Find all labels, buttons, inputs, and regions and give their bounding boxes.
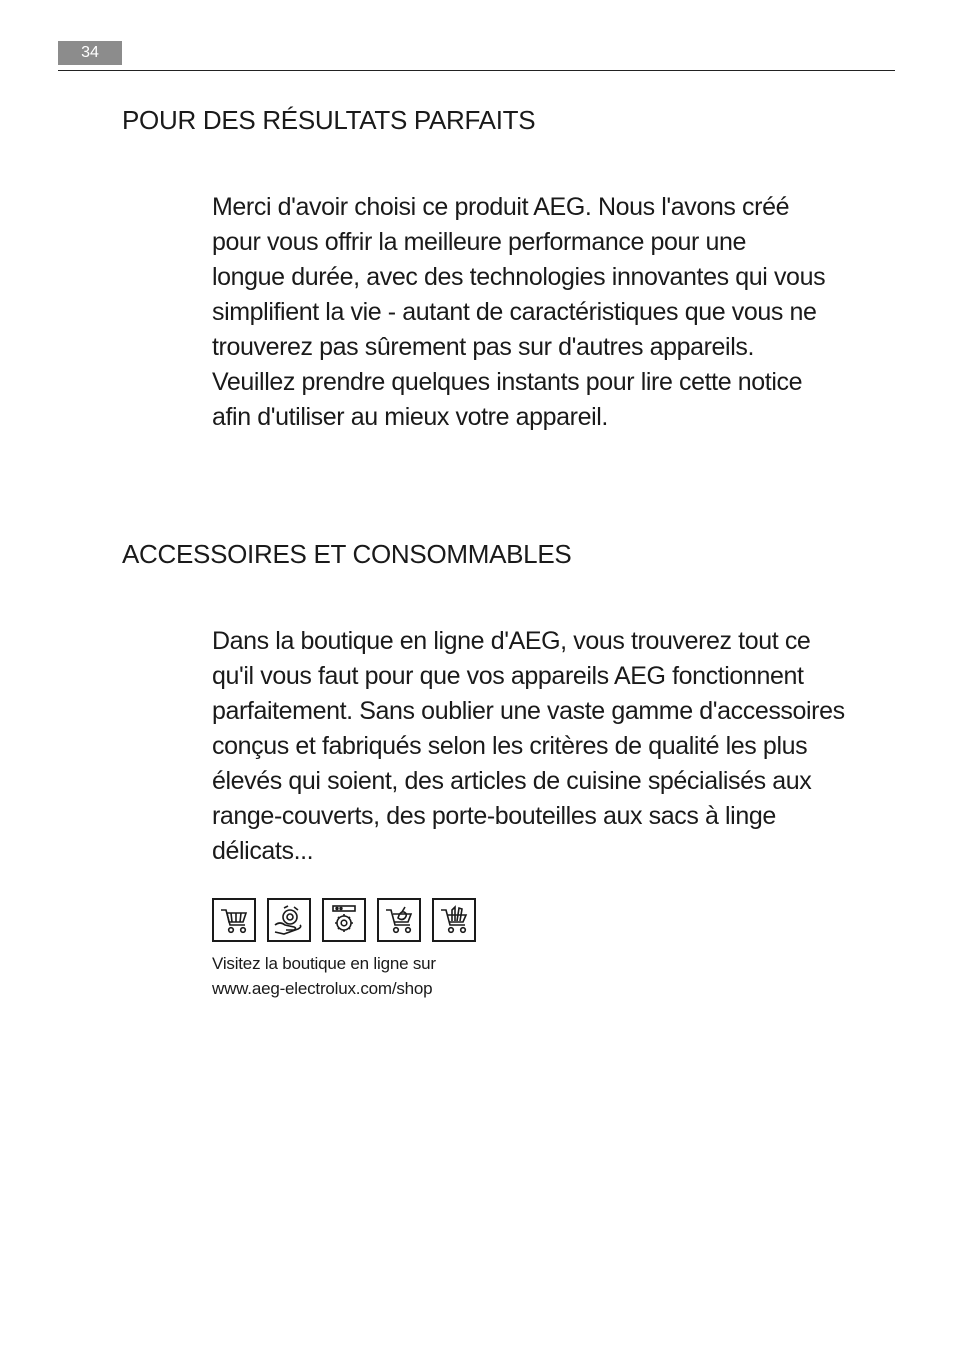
body-line: parfaitement. Sans oublier une vaste gamme d'accessoires [212, 697, 845, 725]
cart-accessories-icon [377, 898, 421, 942]
body-line: qu'il vous faut pour que vos appareils AEG fonctionnent [212, 662, 804, 690]
body-line: délicats... [212, 837, 314, 865]
cart-consumables-icon [432, 898, 476, 942]
body-line: longue durée, avec des technologies innovantes qui vous [212, 263, 826, 291]
appliance-parts-icon [322, 898, 366, 942]
body-line: simplifient la vie - autant de caractéristiques que vous ne [212, 298, 817, 326]
header-rule [58, 70, 895, 71]
body-line: Veuillez prendre quelques instants pour lire cette notice [212, 368, 803, 396]
shop-url-link[interactable]: www.aeg-electrolux.com/shop [212, 979, 433, 998]
body-line: élevés qui soient, des articles de cuisine spécialisés aux [212, 767, 812, 795]
shop-caption [212, 951, 436, 1001]
section-title-accessories: ACCESSOIRES ET CONSOMMABLES [122, 539, 572, 569]
page-number-badge: 34 [58, 41, 122, 65]
body-line: conçus et fabriqués selon les critères de qualité les plus [212, 732, 808, 760]
shop-icon-row [212, 898, 476, 942]
body-line: Dans la boutique en ligne d'AEG, vous trouverez tout ce [212, 627, 811, 655]
shopping-cart-icon [212, 898, 256, 942]
section-body-results [212, 190, 902, 435]
hand-service-icon [267, 898, 311, 942]
section-body-accessories [212, 624, 902, 869]
body-line: Merci d'avoir choisi ce produit AEG. Nous l'avons créé [212, 193, 790, 221]
body-line: range-couverts, des porte-bouteilles aux sacs à linge [212, 802, 776, 830]
body-line: trouverez pas sûrement pas sur d'autres appareils. [212, 333, 754, 361]
caption-line: Visitez la boutique en ligne sur [212, 954, 436, 973]
section-title-results: POUR DES RÉSULTATS PARFAITS [122, 105, 536, 135]
body-line: afin d'utiliser au mieux votre appareil. [212, 403, 608, 431]
body-line: pour vous offrir la meilleure performance pour une [212, 228, 746, 256]
